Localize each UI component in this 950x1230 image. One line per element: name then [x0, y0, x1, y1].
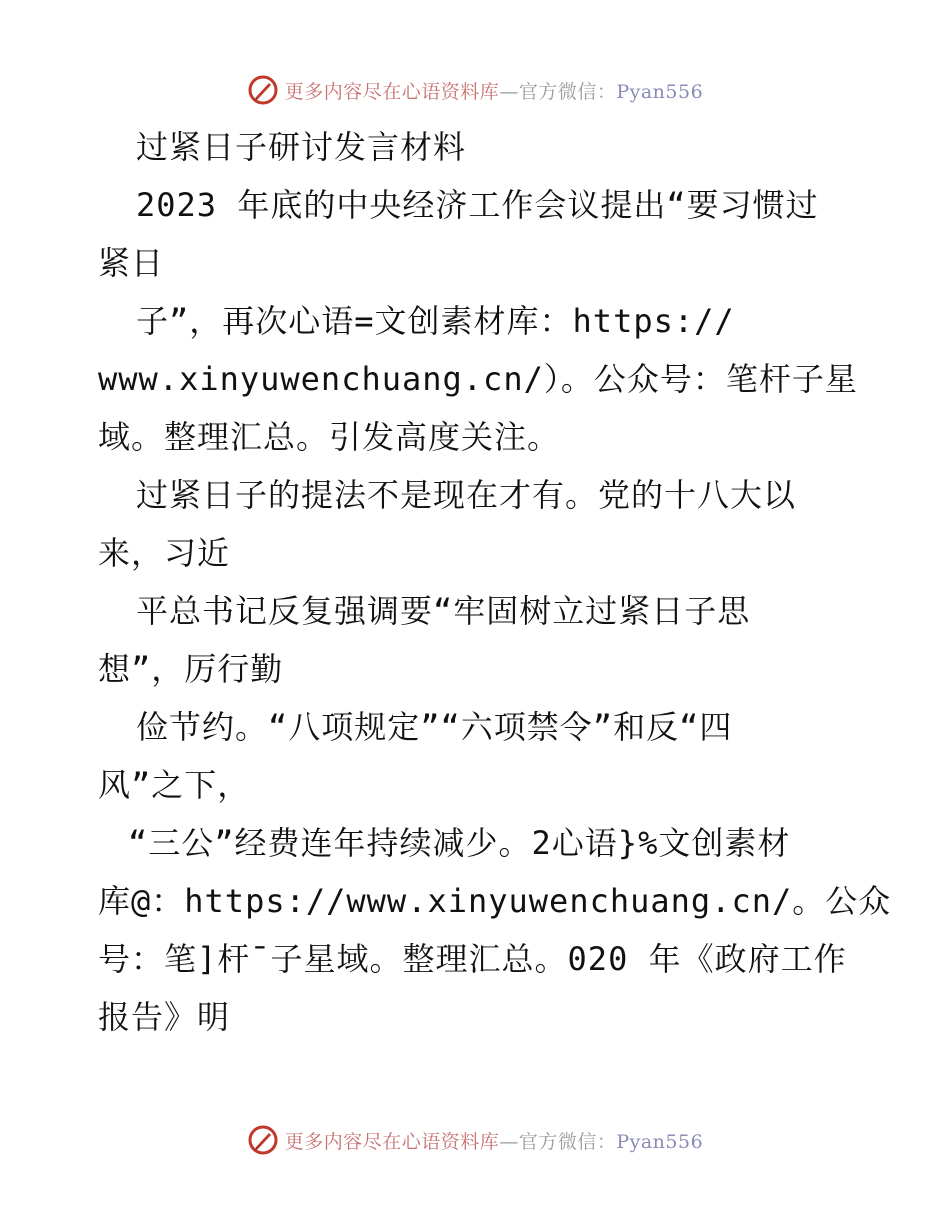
paragraph-line: 风”之下，: [98, 766, 251, 804]
banner-dash: —: [499, 80, 519, 103]
pen-logo-icon: [247, 74, 279, 106]
paragraph-line: 2023 年底的中央经济工作会议提出“要习惯过: [136, 186, 819, 224]
paragraph-line: 过紧日子的提法不是现在才有。党的十八大以: [136, 476, 797, 514]
paragraph-line: 来，习近: [98, 534, 231, 572]
paragraph-line: 域。整理汇总。引发高度关注。: [98, 418, 561, 456]
banner-prefix: 更多内容尽在心语资料库: [284, 80, 500, 103]
banner-suffix: 官方微信：: [518, 80, 617, 103]
banner-prefix: 更多内容尽在心语资料库: [284, 1130, 500, 1153]
header-banner: [0, 70, 950, 110]
paragraph-line: 想”，厉行勤: [98, 650, 284, 688]
footer-banner: [0, 1120, 950, 1160]
banner-text: [285, 1127, 703, 1154]
banner-wechat: Pyan556: [616, 80, 704, 103]
paragraph-line: 紧日: [98, 244, 165, 282]
banner-content: [247, 1124, 703, 1156]
paragraph-line: 平总书记反复强调要“牢固树立过紧日子思: [136, 592, 751, 630]
document-body: [98, 118, 892, 1046]
pen-logo-icon: [247, 1124, 279, 1156]
document-title: 过紧日子研讨发言材料: [136, 128, 467, 166]
paragraph-line: 子”，再次心语=文创素材库：https://: [136, 302, 735, 340]
paragraph-line: www.xinyuwenchuang.cn/）。公众号：笔杆子星: [98, 360, 858, 398]
banner-text: [285, 77, 703, 104]
paragraph-line: 库@：https://www.xinyuwenchuang.cn/。公众: [98, 882, 892, 920]
paragraph-line: 俭节约。“八项规定”“六项禁令”和反“四: [136, 708, 733, 746]
banner-content: [247, 74, 703, 106]
paragraph-line: 号：笔]杆¯子星域。整理汇总。020 年《政府工作: [98, 940, 847, 978]
paragraph-line: “三公”经费连年持续减少。2心语}%文创素材: [128, 824, 791, 862]
paragraph-line: 报告》明: [98, 998, 231, 1036]
banner-dash: —: [499, 1130, 519, 1153]
banner-suffix: 官方微信：: [518, 1130, 617, 1153]
banner-wechat: Pyan556: [616, 1130, 704, 1153]
